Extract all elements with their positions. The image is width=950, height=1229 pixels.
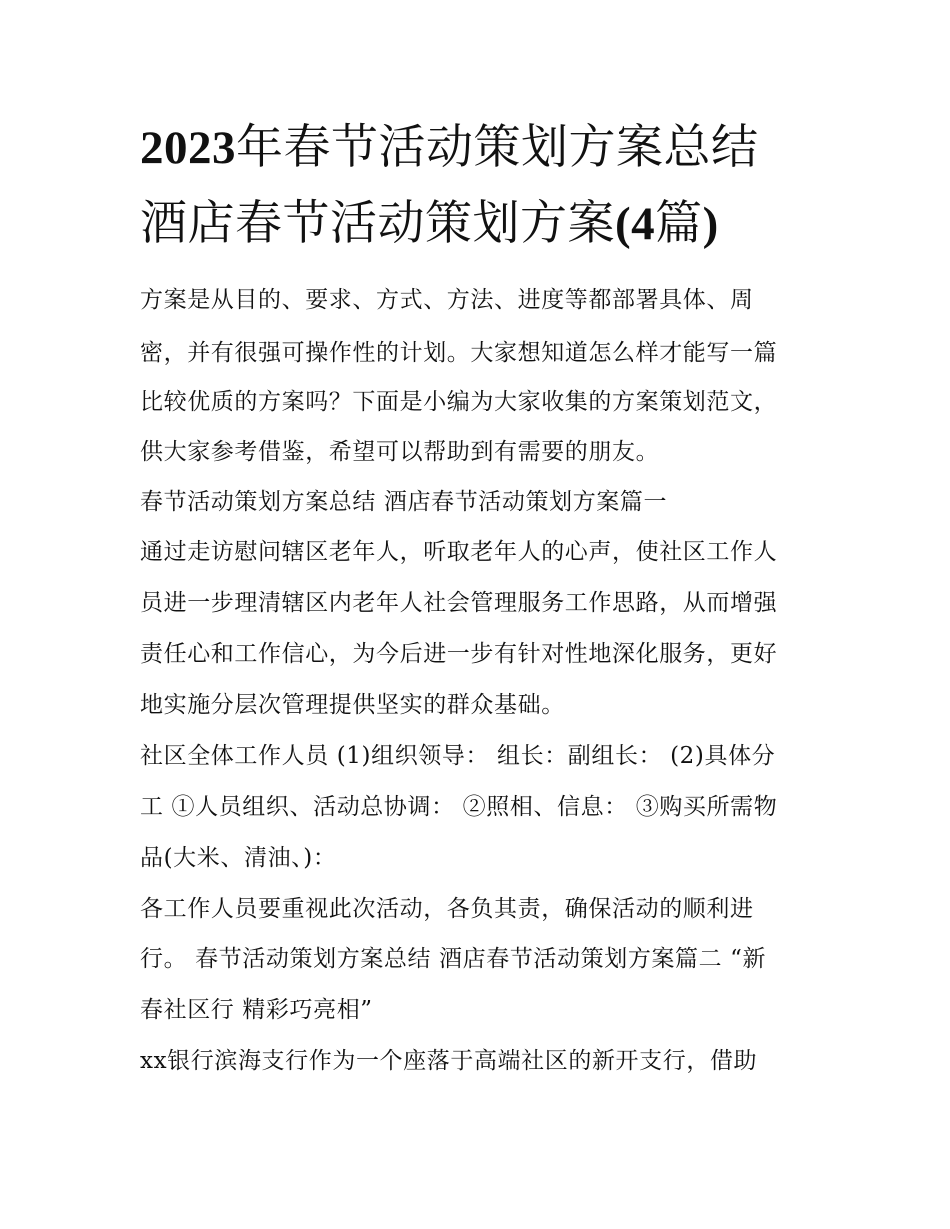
body-text-line: 工 ①人员组织、活动总协调： ②照相、信息： ③购买所需物 — [140, 794, 778, 820]
body-text-line: 品(大米、清油、)： — [140, 845, 337, 871]
body-text-line: 供大家参考借鉴，希望可以帮助到有需要的朋友。 — [140, 439, 660, 465]
document-title-line-1: 2023年春节活动策划方案总结 — [140, 120, 759, 175]
document-title-line-2: 酒店春节活动策划方案(4篇) — [140, 196, 719, 251]
body-text-line: 行。 春节活动策划方案总结 酒店春节活动策划方案篇二 “新 — [140, 946, 767, 972]
body-text-line: 通过走访慰问辖区老年人，听取老年人的心声，使社区工作人 — [140, 539, 778, 565]
body-text-line: 各工作人员要重视此次活动，各负其责，确保活动的顺利进 — [140, 896, 754, 922]
body-text-line: 地实施分层次管理提供坚实的群众基础。 — [140, 692, 565, 718]
body-text-line: 责任心和工作信心，为今后进一步有针对性地深化服务，更好 — [140, 641, 778, 667]
body-text-line: 社区全体工作人员 (1)组织领导： 组长：副组长： (2)具体分 — [140, 743, 776, 769]
body-text-line: 方案是从目的、要求、方式、方法、进度等都部署具体、周 — [140, 287, 754, 313]
section-heading-1: 春节活动策划方案总结 酒店春节活动策划方案篇一 — [140, 489, 668, 515]
body-text-line: 比较优质的方案吗？下面是小编为大家收集的方案策划范文， — [140, 389, 778, 415]
body-text-line: xx银行滨海支行作为一个座落于高端社区的新开支行，借助 — [140, 1048, 758, 1074]
body-text-line: 春社区行 精彩巧亮相” — [140, 997, 373, 1023]
body-text-line: 密，并有很强可操作性的计划。大家想知道怎么样才能写一篇 — [140, 340, 778, 366]
body-text-line: 员进一步理清辖区内老年人社会管理服务工作思路，从而增强 — [140, 590, 778, 616]
